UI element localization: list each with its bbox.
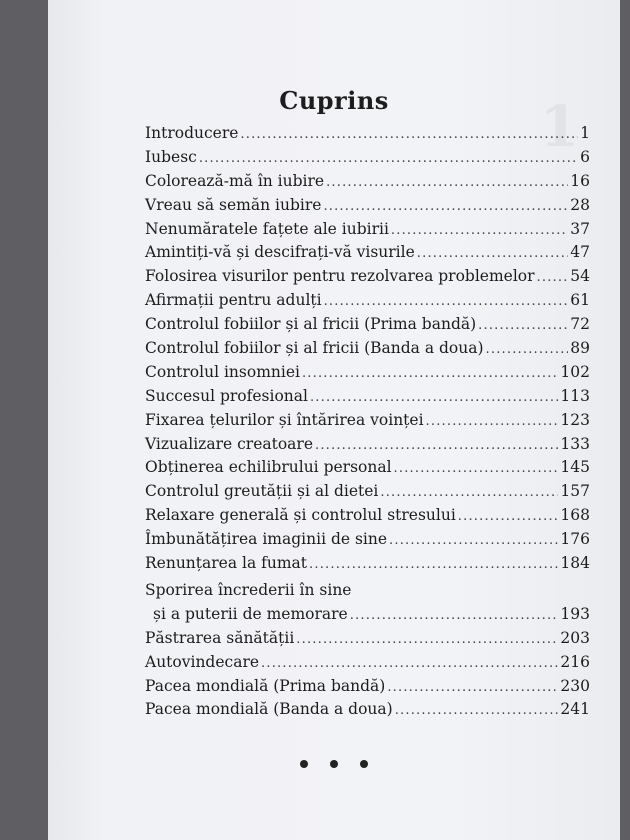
- toc-entry: [145, 482, 590, 506]
- bleed-through-mark: 1: [540, 94, 579, 160]
- toc-entry-title: Păstrarea sănătății: [145, 628, 295, 647]
- toc-entry-title: Nenumăratele fațete ale iubirii: [145, 219, 389, 238]
- bullet-dot-icon: [330, 760, 338, 768]
- toc-leader-dots: [310, 390, 558, 405]
- toc-leader-dots: [302, 366, 558, 381]
- toc-entry: [145, 677, 590, 701]
- toc-entry-title: Îmbunătățirea imaginii de sine: [145, 530, 388, 549]
- toc-leader-dots: [395, 703, 559, 718]
- toc-entry-page: 133: [560, 434, 590, 453]
- toc-entry: [145, 196, 590, 220]
- toc-leader-dots: [296, 632, 558, 647]
- toc-entry-title: Amintiți-vă și descifrați-vă visurile: [145, 243, 415, 262]
- toc-leader-dots: [324, 294, 569, 309]
- toc-entry-page: 47: [570, 243, 590, 262]
- toc-entry: [145, 387, 590, 411]
- toc-entry-page: 203: [560, 628, 590, 647]
- toc-entry-page: 230: [560, 676, 590, 695]
- toc-entry-title: Relaxare generală și controlul stresului: [145, 506, 456, 525]
- toc-leader-dots: [199, 151, 578, 166]
- toc-entry-title: Colorează-mă în iubire: [145, 171, 325, 190]
- toc-entry-title: Controlul fobiilor și al fricii (Banda a doua): [145, 339, 484, 358]
- toc-entry: [145, 315, 590, 339]
- toc-entry-page: 1: [580, 124, 590, 142]
- toc-entry-title: Controlul greutății și al dietei: [145, 482, 379, 501]
- bullet-dot-icon: [300, 760, 308, 768]
- toc-entry: [145, 363, 590, 387]
- toc-entry-title: Vizualizare creatoare: [145, 434, 313, 453]
- toc-entry: [145, 530, 590, 554]
- toc-entry: [145, 554, 590, 578]
- toc-leader-dots: [426, 414, 559, 429]
- toc-entry-page: 123: [560, 410, 590, 429]
- toc-entry-title: Renunțarea la fumat: [145, 554, 308, 573]
- toc-entry-page: 54: [570, 267, 590, 286]
- toc-leader-dots: [389, 533, 558, 548]
- toc-leader-dots: [323, 199, 568, 214]
- toc-leader-dots: [391, 223, 568, 238]
- toc-leader-dots: [417, 246, 568, 261]
- toc-entry-page: 241: [560, 700, 590, 719]
- toc-entry-title: Pacea mondială (Banda a doua): [145, 700, 393, 719]
- toc-leader-dots: [350, 608, 559, 623]
- toc-entry-title-continued: și a puterii de memorare: [153, 604, 348, 623]
- toc-entry: [145, 124, 590, 148]
- toc-entry-title: Succesul profesional: [145, 386, 308, 405]
- toc-leader-dots: [537, 270, 569, 285]
- toc-leader-dots: [315, 438, 558, 453]
- toc-entry: [145, 339, 590, 363]
- toc-leader-dots: [309, 557, 558, 572]
- toc-entry-page: 168: [560, 506, 590, 525]
- toc-entry-page: 37: [570, 219, 590, 238]
- toc-entry-title: Vreau să semăn iubire: [145, 195, 322, 214]
- toc-entry-page: 157: [560, 482, 590, 501]
- toc-entry-title: Folosirea visurilor pentru rezolvarea problemelor: [145, 267, 535, 286]
- toc-entry: [145, 148, 590, 172]
- toc-leader-dots: [478, 318, 568, 333]
- toc-entry-page: 113: [560, 386, 590, 405]
- toc-entry-page: 193: [560, 604, 590, 623]
- toc-entry: [145, 629, 590, 653]
- toc-entry: [145, 267, 590, 291]
- toc-entry-page: 61: [570, 291, 590, 310]
- toc-leader-dots: [486, 342, 569, 357]
- page-title: Cuprins: [279, 86, 389, 115]
- toc-multiline-entry: [145, 581, 590, 629]
- toc-entry-title: Controlul insomniei: [145, 362, 300, 381]
- bullet-dot-icon: [360, 760, 368, 768]
- toc-entry-title: Pacea mondială (Prima bandă): [145, 676, 386, 695]
- toc-entry: [145, 243, 590, 267]
- toc-entry-title: Fixarea țelurilor și întărirea voinței: [145, 410, 424, 429]
- toc-entry-page: 6: [580, 147, 590, 166]
- toc-entry-page: 145: [560, 458, 590, 477]
- toc-entry-page: 28: [570, 195, 590, 214]
- toc-leader-dots: [261, 656, 558, 671]
- toc-leader-dots: [394, 461, 559, 476]
- toc-entry-title: Afirmații pentru adulți: [145, 291, 322, 310]
- toc-entry-title: Introducere: [145, 124, 239, 142]
- toc-entry: [145, 291, 590, 315]
- book-page: [48, 0, 620, 840]
- toc-leader-dots: [240, 127, 578, 142]
- toc-entry-title: Controlul fobiilor și al fricii (Prima bandă): [145, 315, 477, 334]
- table-of-contents: [145, 124, 590, 724]
- toc-entry-page: 216: [560, 652, 590, 671]
- toc-leader-dots: [326, 175, 568, 190]
- toc-entry-title: Iubesc: [145, 147, 197, 166]
- toc-entry-line: [145, 605, 590, 629]
- toc-leader-dots: [380, 485, 558, 500]
- toc-entry-page: 102: [560, 362, 590, 381]
- toc-entry-page: 72: [570, 315, 590, 334]
- toc-entry-page: 184: [560, 554, 590, 573]
- toc-entry-page: 176: [560, 530, 590, 549]
- toc-entry-title: Autovindecare: [145, 652, 260, 671]
- toc-entry: [145, 506, 590, 530]
- toc-entry-line: [145, 581, 590, 605]
- toc-leader-dots: [387, 680, 558, 695]
- toc-entry: [145, 435, 590, 459]
- toc-entry-title: Obținerea echilibrului personal: [145, 458, 392, 477]
- toc-entry-page: 89: [570, 339, 590, 358]
- toc-entry: [145, 411, 590, 435]
- end-ornament: [48, 760, 620, 768]
- toc-entry: [145, 220, 590, 244]
- toc-entry: [145, 172, 590, 196]
- toc-entry: [145, 700, 590, 724]
- toc-leader-dots: [458, 509, 559, 524]
- toc-entry: [145, 653, 590, 677]
- toc-entry: [145, 458, 590, 482]
- toc-entry-page: 16: [570, 171, 590, 190]
- toc-entry-title: Sporirea încrederii în sine: [145, 580, 352, 599]
